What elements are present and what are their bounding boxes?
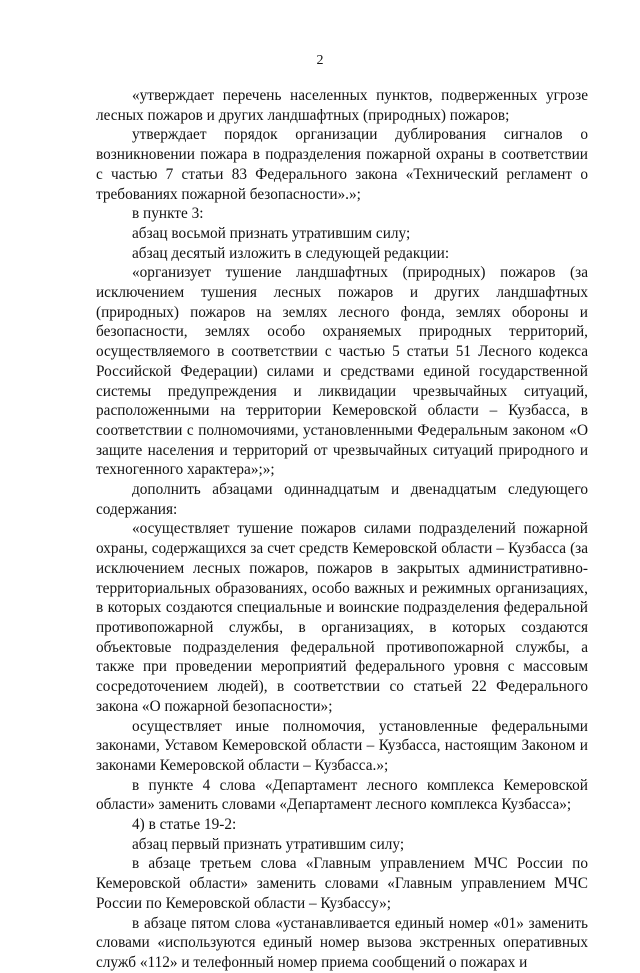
paragraph-14: в абзаце пятом слова «устанавливается единый номер «01» заменить словами «используются единый номер вызова экстренных оперативных служб «112» и телефонный номер приема сообщений о пожарах и [96, 914, 588, 971]
paragraph-13: в абзаце третьем слова «Главным управлением МЧС России по Кемеровской области» заменить словами «Главным управлением МЧС России по Кемеровской области – Кузбассу»; [96, 855, 588, 912]
paragraph-7: дополнить абзацами одиннадцатым и двенадцатым следующего содержания: [96, 481, 588, 518]
document-body [96, 86, 588, 973]
paragraph-4: абзац восьмой признать утратившим силу; [132, 224, 411, 242]
paragraph-1: «утверждает перечень населенных пунктов, подверженных угрозе лесных пожаров и других ландшафтных (природных) пожаров; [96, 87, 588, 124]
paragraph-8: «осуществляет тушение пожаров силами подразделений пожарной охраны, содержащихся за счет средств Кемеровской области – Кузбасса (за исключением лесных пожаров, пожаров в закрытых административно-территориальных образованиях, особо важных и режимных организациях, в которых создаются специальные и воинские подразделения федеральной противопожарной службы, в организациях, в которых создаются объектовые подразделения федеральной противопожарной службы, а также при проведении мероприятий федерального уровня с массовым сосредоточением людей), в соответствии со статьей 22 Федерального закона «О пожарной безопасности»; [96, 520, 588, 715]
paragraph-9: осуществляет иные полномочия, установленные федеральными законами, Уставом Кемеровской области – Кузбасса, настоящим Законом и законами Кемеровской области – Кузбасса.»; [96, 717, 588, 774]
paragraph-6: «организует тушение ландшафтных (природных) пожаров (за исключением тушения лесных пожаров и других ландшафтных (природных) пожаров на землях лесного фонда, землях обороны и безопасности, землях особо охраняемых природных территорий, осуществляемого в соответствии с частью 5 статьи 51 Лесного кодекса Российской Федерации) силами и средствами единой государственной системы предупреждения и ликвидации чрезвычайных ситуаций, расположенными на территории Кемеровской области – Кузбасса, в соответствии с полномочиями, установленными Федеральным законом «О защите населения и территорий от чрезвычайных ситуаций природного и техногенного характера»;»; [96, 264, 588, 479]
paragraph-3: в пункте 3: [132, 205, 204, 223]
paragraph-2: утверждает порядок организации дублирования сигналов о возникновении пожара в подразделения пожарной охраны в соответствии с частью 7 статьи 83 Федерального закона «Технический регламент о требованиях пожарной безопасности».»; [96, 126, 588, 203]
paragraph-11: 4) в статье 19-2: [132, 816, 237, 834]
page-number: 2 [316, 53, 324, 68]
paragraph-5: абзац десятый изложить в следующей редакции: [132, 244, 450, 262]
paragraph-12: абзац первый признать утратившим силу; [132, 835, 405, 853]
paragraph-10: в пункте 4 слова «Департамент лесного комплекса Кемеровской области» заменить словами «Департамент лесного комплекса Кузбасса»; [96, 776, 588, 814]
